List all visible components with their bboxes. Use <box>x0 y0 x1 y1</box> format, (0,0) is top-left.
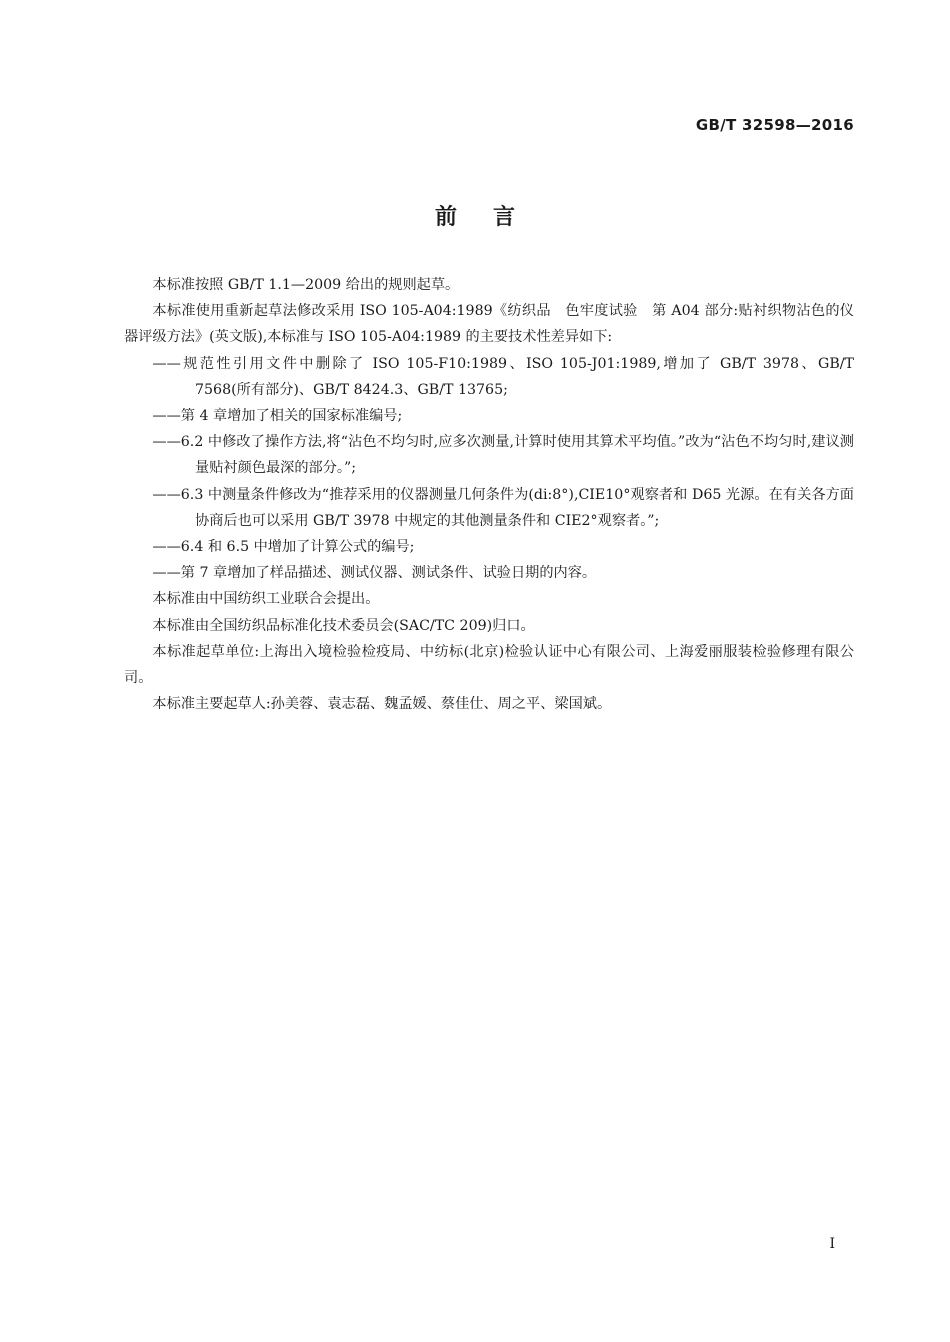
list-item: ——第 4 章增加了相关的国家标准编号; <box>152 408 403 425</box>
standard-number: GB/T 32598—2016 <box>695 116 854 134</box>
page-title: 前言 <box>434 205 551 230</box>
page-number: I <box>829 1236 835 1252</box>
foreword-body <box>124 272 854 717</box>
paragraph: 本标准由中国纺织工业联合会提出。 <box>152 591 380 608</box>
paragraph: 本标准由全国纺织品标准化技术委员会(SAC/TC 209)归口。 <box>152 617 535 634</box>
paragraph: 本标准起草单位:上海出入境检验检疫局、中纺标(北京)检验认证中心有限公司、上海爱丽服装检验修理有限公司。 <box>124 643 854 687</box>
list-item: ——6.2 中修改了操作方法,将“沾色不均匀时,应多次测量,计算时使用其算术平均值。”改为“沾色不均匀时,建议测量贴衬颜色最深的部分。”; <box>152 434 854 477</box>
paragraph: 本标准按照 GB/T 1.1—2009 给出的规则起草。 <box>152 277 460 293</box>
paragraph: 本标准主要起草人:孙美蓉、袁志磊、魏孟媛、蔡佳仕、周之平、梁国斌。 <box>152 696 612 713</box>
list-item: ——规范性引用文件中删除了 ISO 105-F10:1989、ISO 105-J01:1989,增加了 GB/T 3978、GB/T 7568(所有部分)、GB/T 8424.3、GB/T 13765; <box>152 355 854 398</box>
list-item: ——第 7 章增加了样品描述、测试仪器、测试条件、试验日期的内容。 <box>152 565 597 582</box>
list-item: ——6.3 中测量条件修改为“推荐采用的仪器测量几何条件为(di:8°),CIE10°观察者和 D65 光源。在有关各方面协商后也可以采用 GB/T 3978 中规定的其他测量条件和 CIE2°观察者。”; <box>152 486 854 529</box>
list-item: ——6.4 和 6.5 中增加了计算公式的编号; <box>152 539 415 556</box>
paragraph: 本标准使用重新起草法修改采用 ISO 105-A04:1989《纺织品 色牢度试验 第 A04 部分:贴衬织物沾色的仪器评级方法》(英文版),本标准与 ISO 105-A04:1989 的主要技术性差异如下: <box>124 303 854 346</box>
